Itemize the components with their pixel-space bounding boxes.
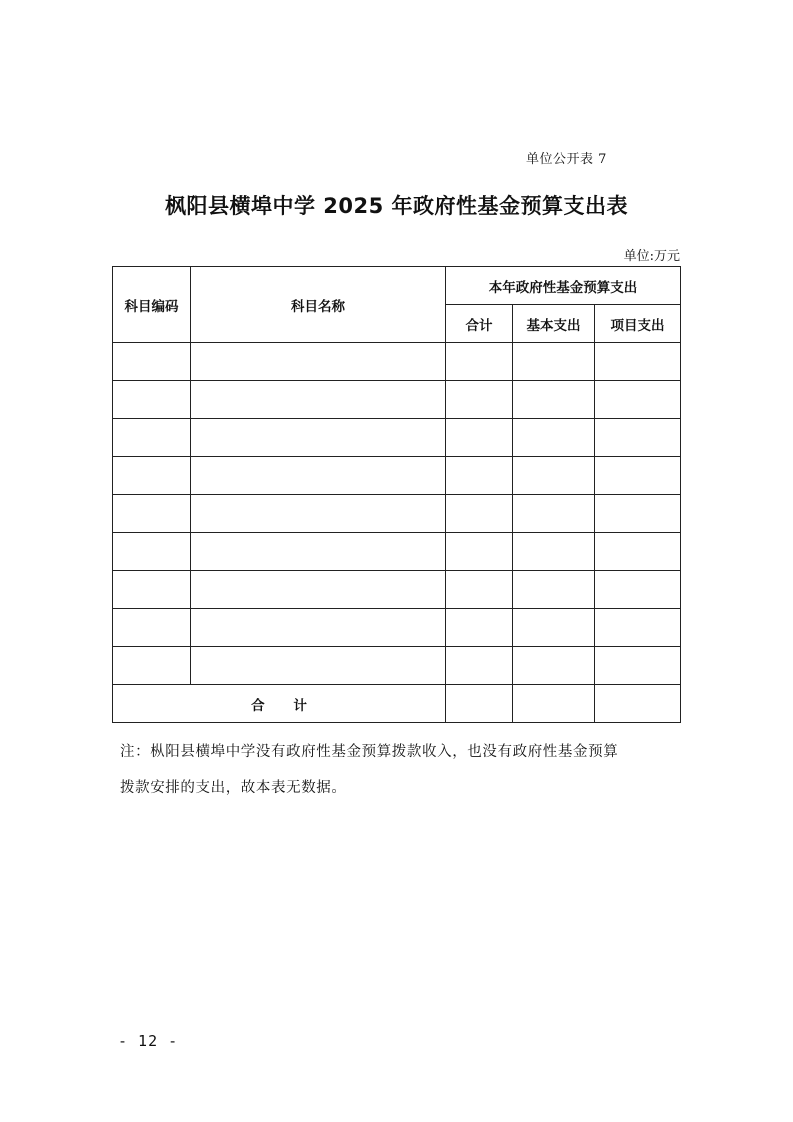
table-cell [191,419,446,457]
table-cell [446,609,513,647]
table-row [113,533,681,571]
table-cell [595,571,681,609]
table-row [113,457,681,495]
table-cell [595,381,681,419]
table-cell [446,685,513,723]
budget-table [112,266,681,723]
table-cell [595,533,681,571]
table-cell [113,609,191,647]
table-cell [513,609,595,647]
note [120,734,680,806]
table-cell [113,571,191,609]
table-row [113,571,681,609]
table-cell [513,685,595,723]
table-row [113,495,681,533]
table-cell [595,343,681,381]
note-line-2: 拨款安排的支出，故本表无数据。 [120,780,347,796]
table-cell [446,647,513,685]
table-cell [113,343,191,381]
table-cell [191,381,446,419]
table-cell [191,571,446,609]
table-cell [191,495,446,533]
col-header-basic: 基本支出 [513,305,595,343]
table-cell [113,457,191,495]
table-cell [595,419,681,457]
unit-label: 单位:万元 [623,249,680,264]
table-cell [513,343,595,381]
table-cell [113,381,191,419]
table-cell [595,495,681,533]
table-cell [513,571,595,609]
table-row [113,381,681,419]
table-cell [595,609,681,647]
table-cell [595,647,681,685]
table-cell [595,685,681,723]
total-label: 合 计 [113,685,446,723]
table-header-row [113,267,681,305]
table-cell [513,457,595,495]
table-cell [446,571,513,609]
table-total-row [113,685,681,723]
table-cell [513,495,595,533]
table-row [113,609,681,647]
table-cell [513,647,595,685]
table-cell [113,419,191,457]
table-cell [113,647,191,685]
col-header-code: 科目编码 [113,267,191,343]
note-line-1: 注：枞阳县横埠中学没有政府性基金预算拨款收入，也没有政府性基金预算 [120,744,619,760]
table-cell [513,419,595,457]
table-cell [191,609,446,647]
table-cell [513,533,595,571]
page-number: - 12 - [118,1032,179,1050]
table-cell [446,419,513,457]
table-cell [113,495,191,533]
table-label: 单位公开表 7 [526,152,607,167]
table-cell [446,457,513,495]
table-cell [513,381,595,419]
col-header-name: 科目名称 [191,267,446,343]
table-cell [446,495,513,533]
table-cell [191,647,446,685]
table-cell [113,533,191,571]
table-row [113,647,681,685]
table-cell [595,457,681,495]
page-title: 枫阳县横埠中学 2025 年政府性基金预算支出表 [164,194,629,218]
table-cell [446,533,513,571]
table-cell [191,533,446,571]
table-row [113,419,681,457]
table-row [113,343,681,381]
col-header-project: 项目支出 [595,305,681,343]
col-header-total: 合计 [446,305,513,343]
table-cell [191,457,446,495]
table-cell [446,343,513,381]
table-cell [446,381,513,419]
col-header-group: 本年政府性基金预算支出 [446,267,681,305]
table-cell [191,343,446,381]
